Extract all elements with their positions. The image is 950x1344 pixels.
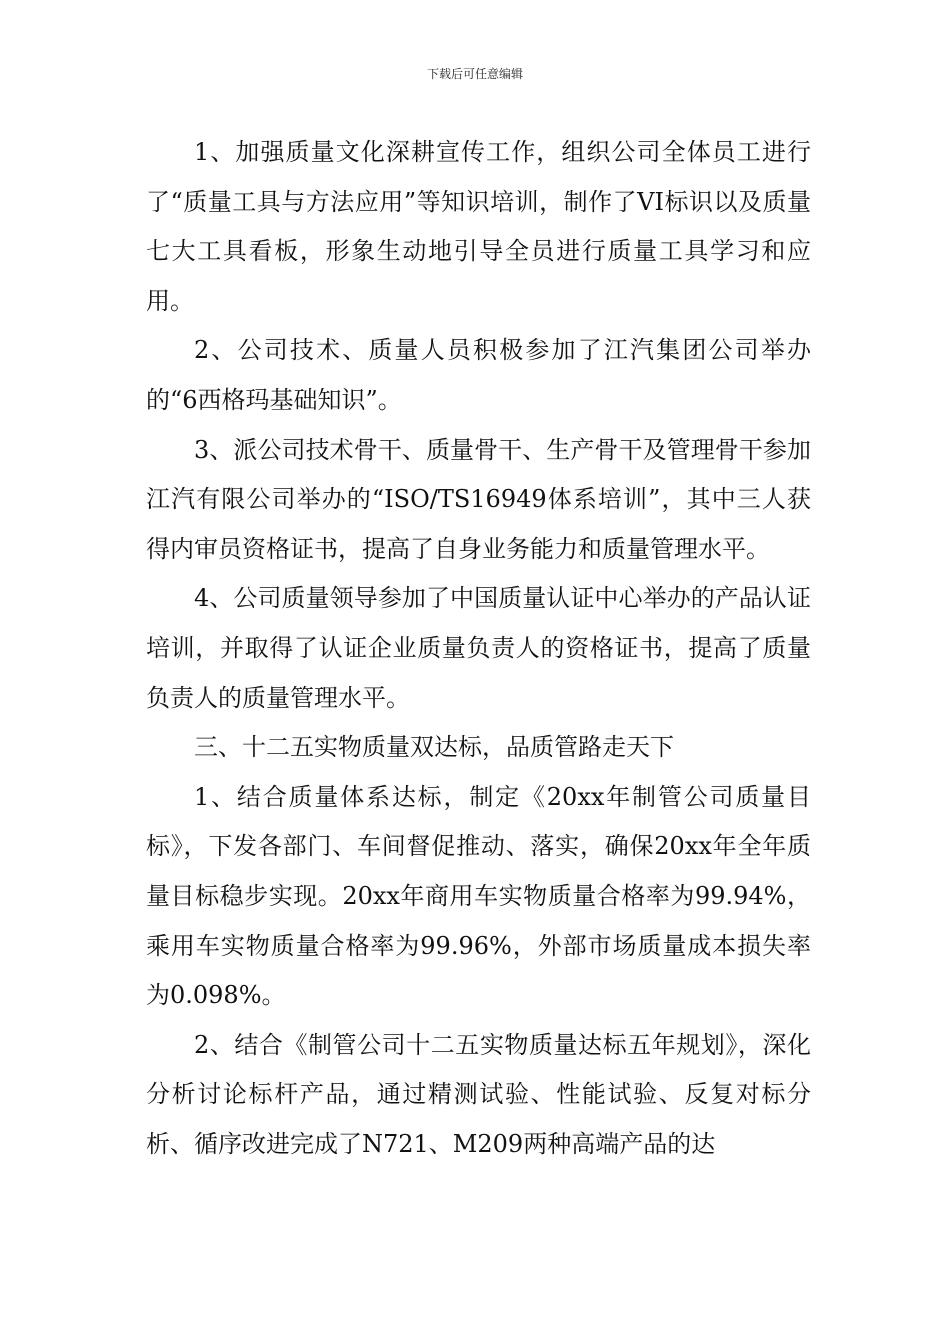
paragraph-five-year-plan: 2、结合《制管公司十二五实物质量达标五年规划》，深化分析讨论标杆产品，通过精测试验、性能试验、反复对标分析、循序改进完成了N721、M209两种高端产品的达: [146, 1030, 811, 1158]
paragraph-quality-targets: 1、结合质量体系达标，制定《20xx年制管公司质量目标》，下发各部门、车间督促推动、落实，确保20xx年全年质量目标稳步实现。20xx年商用车实物质量合格率为99.94%，乘用车实物质量合格率为99.96%，外部市场质量成本损失率为0.098%。: [146, 782, 811, 1010]
section-heading-quality-dual-standard: 三、十二五实物质量双达标，品质管路走天下: [194, 733, 674, 762]
paragraph-quality-culture-training: 1、加强质量文化深耕宣传工作，组织公司全体员工进行了“质量工具与方法应用”等知识培训，制作了VI标识以及质量七大工具看板，形象生动地引导全员进行质量工具学习和应用。: [146, 138, 811, 315]
paragraph-iso-ts16949-training: 3、派公司技术骨干、质量骨干、生产骨干及管理骨干参加江汽有限公司举办的“ISO/TS16949体系培训”，其中三人获得内审员资格证书，提高了自身业务能力和质量管理水平。: [146, 435, 811, 563]
document-body: [146, 128, 811, 1169]
paragraph-product-certification-training: 4、公司质量领导参加了中国质量认证中心举办的产品认证培训，并取得了认证企业质量负责人的资格证书，提高了质量负责人的质量管理水平。: [146, 584, 811, 712]
page-header-note: 下载后可任意编辑: [426, 67, 523, 81]
paragraph-six-sigma-training: 2、公司技术、质量人员积极参加了江汽集团公司举办的“6西格玛基础知识”。: [146, 336, 811, 414]
